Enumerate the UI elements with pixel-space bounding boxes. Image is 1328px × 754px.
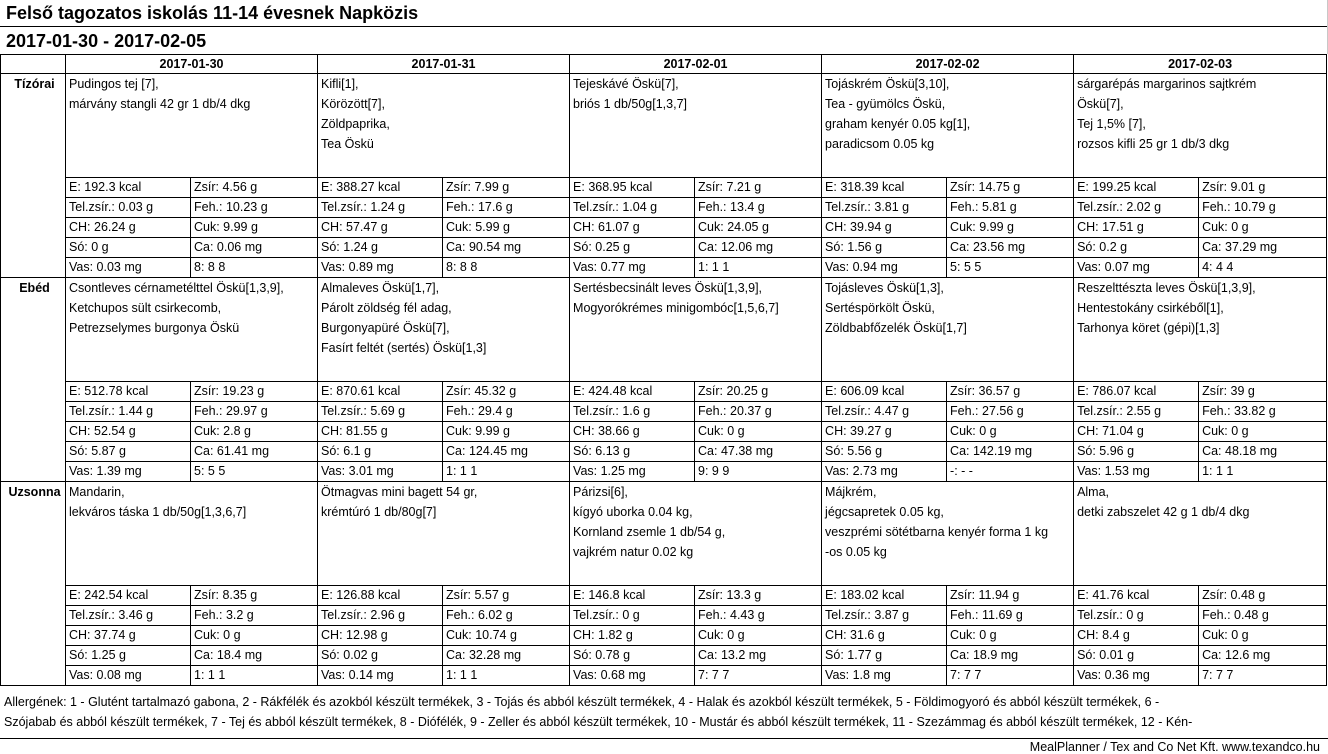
nutrient-cell: E: 512.78 kcal <box>66 382 191 402</box>
nutrient-cell: Ca: 18.4 mg <box>191 646 318 666</box>
date-range: 2017-01-30 - 2017-02-05 <box>6 31 207 51</box>
nutrient-cell: CH: 8.4 g <box>1074 626 1199 646</box>
dish-line: Tojásleves Öskü[1,3], <box>825 281 944 295</box>
allergen-line: Szójabab és abból készült termékek, 7 - Tej és abból készült termékek, 8 - Diófélék, 9 - Zeller és abból készült termékek, 10 - Mustár és abból készült termékek, 11 - Szezámmag és abból készült termékek, 12 - Kén- <box>4 715 1193 729</box>
nutrient-cell: Cuk: 9.99 g <box>443 422 570 442</box>
dish-line: Reszelttészta leves Öskü[1,3,9], <box>1077 281 1256 295</box>
nutrient-cell: Ca: 124.45 mg <box>443 442 570 462</box>
nutrient-cell: Tel.zsír.: 1.24 g <box>318 198 443 218</box>
date-header: 2017-02-02 <box>822 55 1074 74</box>
nutrient-cell: Feh.: 27.56 g <box>947 402 1074 422</box>
nutrient-cell: Feh.: 20.37 g <box>695 402 822 422</box>
dish-line: Öskü[7], <box>1077 97 1124 111</box>
nutrient-cell: Feh.: 29.97 g <box>191 402 318 422</box>
nutrient-cell: Tel.zsír.: 0.03 g <box>66 198 191 218</box>
nutrient-cell: Cuk: 9.99 g <box>191 218 318 238</box>
dish-line: Tea - gyümölcs Öskü, <box>825 97 946 111</box>
dish-cell <box>822 74 1074 178</box>
nutrient-cell: Ca: 23.56 mg <box>947 238 1074 258</box>
nutrient-cell: Ca: 61.41 mg <box>191 442 318 462</box>
dish-cell <box>66 278 318 382</box>
nutrient-cell: 8: 8 8 <box>191 258 318 278</box>
date-header-row <box>1 55 1327 74</box>
nutrient-cell: Só: 5.96 g <box>1074 442 1199 462</box>
dish-row <box>1 74 1327 178</box>
nutrient-cell: Feh.: 0.48 g <box>1199 606 1327 626</box>
date-header: 2017-01-31 <box>318 55 570 74</box>
nutrient-cell: Vas: 0.89 mg <box>318 258 443 278</box>
nutrient-cell: CH: 37.74 g <box>66 626 191 646</box>
nutrient-cell: Feh.: 5.81 g <box>947 198 1074 218</box>
dish-cell <box>570 482 822 586</box>
dish-cell <box>570 278 822 382</box>
nutrient-cell: Cuk: 0 g <box>947 626 1074 646</box>
dish-line: Fasírt feltét (sertés) Öskü[1,3] <box>321 341 487 355</box>
nutrient-cell: Zsír: 36.57 g <box>947 382 1074 402</box>
dish-line: Tarhonya köret (gépi)[1,3] <box>1077 321 1220 335</box>
nutrient-cell: Ca: 47.38 mg <box>695 442 822 462</box>
date-header: 2017-02-01 <box>570 55 822 74</box>
nutrient-cell: -: - - <box>947 462 1074 482</box>
nutrient-cell: E: 388.27 kcal <box>318 178 443 198</box>
dish-cell <box>318 278 570 382</box>
nutrient-cell: Só: 0.01 g <box>1074 646 1199 666</box>
nutrient-cell: 1: 1 1 <box>443 666 570 686</box>
nutrient-cell: E: 368.95 kcal <box>570 178 695 198</box>
nutrient-cell: Só: 0.78 g <box>570 646 695 666</box>
nutrient-cell: Zsír: 7.21 g <box>695 178 822 198</box>
nutrient-row <box>1 666 1327 686</box>
nutrient-cell: Zsír: 13.3 g <box>695 586 822 606</box>
meal-label: Ebéd <box>1 278 66 482</box>
nutrient-cell: Cuk: 0 g <box>947 422 1074 442</box>
nutrient-cell: CH: 1.82 g <box>570 626 695 646</box>
date-header: 2017-01-30 <box>66 55 318 74</box>
dish-line: veszprémi sötétbarna kenyér forma 1 kg <box>825 525 1049 539</box>
nutrient-cell: Zsír: 4.56 g <box>191 178 318 198</box>
nutrient-cell: Vas: 0.07 mg <box>1074 258 1199 278</box>
dish-line: Csontleves cérnametélttel Öskü[1,3,9], <box>69 281 284 295</box>
nutrient-cell: CH: 57.47 g <box>318 218 443 238</box>
dish-cell <box>1074 74 1327 178</box>
nutrient-cell: CH: 26.24 g <box>66 218 191 238</box>
dish-cell <box>66 74 318 178</box>
nutrient-cell: 1: 1 1 <box>1199 462 1327 482</box>
nutrient-cell: CH: 38.66 g <box>570 422 695 442</box>
nutrient-cell: Cuk: 5.99 g <box>443 218 570 238</box>
nutrient-row <box>1 462 1327 482</box>
dish-line: Burgonyapüré Öskü[7], <box>321 321 450 335</box>
nutrient-cell: Tel.zsír.: 0 g <box>1074 606 1199 626</box>
nutrient-cell: Zsír: 14.75 g <box>947 178 1074 198</box>
dish-row <box>1 278 1327 382</box>
date-header: 2017-02-03 <box>1074 55 1327 74</box>
dish-cell <box>822 278 1074 382</box>
dish-line: Tojáskrém Öskü[3,10], <box>825 77 950 91</box>
nutrient-cell: Só: 1.25 g <box>66 646 191 666</box>
corner-cell <box>1 55 66 74</box>
nutrient-cell: Ca: 13.2 mg <box>695 646 822 666</box>
nutrient-cell: 9: 9 9 <box>695 462 822 482</box>
dish-line: Kornland zsemle 1 db/54 g, <box>573 525 726 539</box>
dish-line: Zöldbabfőzelék Öskü[1,7] <box>825 321 967 335</box>
nutrient-cell: E: 126.88 kcal <box>318 586 443 606</box>
nutrient-cell: Cuk: 0 g <box>1199 422 1327 442</box>
nutrient-row <box>1 402 1327 422</box>
dish-line: Almaleves Öskü[1,7], <box>321 281 440 295</box>
nutrient-cell: Ca: 90.54 mg <box>443 238 570 258</box>
dish-cell <box>1074 278 1327 382</box>
dish-line: Hentestokány csirkéből[1], <box>1077 301 1224 315</box>
nutrient-cell: Feh.: 33.82 g <box>1199 402 1327 422</box>
nutrient-cell: E: 786.07 kcal <box>1074 382 1199 402</box>
nutrient-cell: Só: 0.02 g <box>318 646 443 666</box>
nutrient-cell: Tel.zsír.: 5.69 g <box>318 402 443 422</box>
nutrient-cell: 1: 1 1 <box>191 666 318 686</box>
nutrient-cell: E: 870.61 kcal <box>318 382 443 402</box>
nutrient-cell: CH: 71.04 g <box>1074 422 1199 442</box>
nutrient-cell: Só: 0.25 g <box>570 238 695 258</box>
nutrient-cell: CH: 12.98 g <box>318 626 443 646</box>
dish-line: lekváros táska 1 db/50g[1,3,6,7] <box>69 505 247 519</box>
nutrient-cell: E: 41.76 kcal <box>1074 586 1199 606</box>
nutrient-cell: Só: 5.56 g <box>822 442 947 462</box>
dish-line: Petrezselymes burgonya Öskü <box>69 321 240 335</box>
menu-body <box>1 74 1327 686</box>
nutrient-cell: Ca: 0.06 mg <box>191 238 318 258</box>
page-title: Felső tagozatos iskolás 11-14 évesnek Napközis <box>6 3 419 23</box>
nutrient-cell: Tel.zsír.: 2.55 g <box>1074 402 1199 422</box>
nutrient-cell: Vas: 1.25 mg <box>570 462 695 482</box>
nutrient-cell: Tel.zsír.: 1.44 g <box>66 402 191 422</box>
nutrient-cell: Vas: 0.77 mg <box>570 258 695 278</box>
nutrient-cell: Zsír: 20.25 g <box>695 382 822 402</box>
nutrient-cell: CH: 52.54 g <box>66 422 191 442</box>
title-divider <box>0 26 1328 27</box>
nutrient-cell: Só: 1.24 g <box>318 238 443 258</box>
nutrient-cell: Vas: 0.68 mg <box>570 666 695 686</box>
nutrient-row <box>1 646 1327 666</box>
nutrient-cell: Só: 1.56 g <box>822 238 947 258</box>
nutrient-cell: Só: 6.13 g <box>570 442 695 462</box>
dish-line: detki zabszelet 42 g 1 db/4 dkg <box>1077 505 1250 519</box>
nutrient-cell: Zsír: 5.57 g <box>443 586 570 606</box>
dish-line: Alma, <box>1077 485 1110 499</box>
nutrient-row <box>1 442 1327 462</box>
dish-line: Párolt zöldség fél adag, <box>321 301 452 315</box>
dish-line: Zöldpaprika, <box>321 117 390 131</box>
dish-line: briós 1 db/50g[1,3,7] <box>573 97 688 111</box>
nutrient-cell: Só: 0 g <box>66 238 191 258</box>
nutrient-cell: Vas: 0.94 mg <box>822 258 947 278</box>
nutrient-row <box>1 178 1327 198</box>
dish-line: Párizsi[6], <box>573 485 628 499</box>
nutrient-row <box>1 258 1327 278</box>
nutrient-cell: 1: 1 1 <box>443 462 570 482</box>
menu-grid <box>0 54 1328 700</box>
dish-line: rozsos kifli 25 gr 1 db/3 dkg <box>1077 137 1230 151</box>
dish-line: jégcsapretek 0.05 kg, <box>825 505 944 519</box>
nutrient-cell: E: 146.8 kcal <box>570 586 695 606</box>
nutrient-cell: 8: 8 8 <box>443 258 570 278</box>
dish-line: márvány stangli 42 gr 1 db/4 dkg <box>69 97 251 111</box>
nutrient-row <box>1 422 1327 442</box>
dish-line: Tej 1,5% [7], <box>1077 117 1146 131</box>
nutrient-cell: Vas: 0.14 mg <box>318 666 443 686</box>
nutrient-cell: 7: 7 7 <box>695 666 822 686</box>
nutrient-cell: Tel.zsír.: 4.47 g <box>822 402 947 422</box>
nutrient-cell: E: 192.3 kcal <box>66 178 191 198</box>
nutrient-cell: Ca: 18.9 mg <box>947 646 1074 666</box>
footer-credit: MealPlanner / Tex and Co Net Kft. www.texandco.hu <box>1029 740 1320 754</box>
dish-line: paradicsom 0.05 kg <box>825 137 935 151</box>
menu-table <box>0 54 1327 686</box>
nutrient-cell: CH: 31.6 g <box>822 626 947 646</box>
dish-line: sárgarépás margarinos sajtkrém <box>1077 77 1257 91</box>
dish-line: Tea Öskü <box>321 137 374 151</box>
nutrient-cell: Zsír: 8.35 g <box>191 586 318 606</box>
nutrient-cell: Zsír: 19.23 g <box>191 382 318 402</box>
nutrient-cell: Cuk: 0 g <box>191 626 318 646</box>
nutrient-cell: Vas: 1.8 mg <box>822 666 947 686</box>
nutrient-cell: E: 242.54 kcal <box>66 586 191 606</box>
nutrient-cell: E: 424.48 kcal <box>570 382 695 402</box>
nutrient-cell: Cuk: 0 g <box>1199 218 1327 238</box>
dish-cell <box>570 74 822 178</box>
nutrient-row <box>1 238 1327 258</box>
nutrient-cell: Feh.: 4.43 g <box>695 606 822 626</box>
nutrient-cell: Ca: 12.6 mg <box>1199 646 1327 666</box>
dish-line: krémtúró 1 db/80g[7] <box>321 505 437 519</box>
nutrient-cell: Feh.: 6.02 g <box>443 606 570 626</box>
nutrient-cell: Ca: 142.19 mg <box>947 442 1074 462</box>
dish-line: Körözött[7], <box>321 97 385 111</box>
dish-line: Mandarin, <box>69 485 125 499</box>
dish-line: Sertésbecsinált leves Öskü[1,3,9], <box>573 281 763 295</box>
nutrient-cell: Tel.zsír.: 3.81 g <box>822 198 947 218</box>
nutrient-cell: Ca: 32.28 mg <box>443 646 570 666</box>
nutrient-cell: Tel.zsír.: 2.96 g <box>318 606 443 626</box>
dish-line: Pudingos tej [7], <box>69 77 159 91</box>
nutrient-cell: Zsír: 11.94 g <box>947 586 1074 606</box>
nutrient-cell: Tel.zsír.: 1.04 g <box>570 198 695 218</box>
nutrient-row <box>1 382 1327 402</box>
dish-cell <box>1074 482 1327 586</box>
meal-label: Tízórai <box>1 74 66 278</box>
dish-cell <box>822 482 1074 586</box>
dish-line: kígyó uborka 0.04 kg, <box>573 505 693 519</box>
nutrient-cell: Zsír: 39 g <box>1199 382 1327 402</box>
nutrient-cell: Feh.: 3.2 g <box>191 606 318 626</box>
nutrient-cell: Cuk: 24.05 g <box>695 218 822 238</box>
nutrient-cell: Só: 6.1 g <box>318 442 443 462</box>
nutrient-cell: CH: 39.27 g <box>822 422 947 442</box>
nutrient-cell: E: 606.09 kcal <box>822 382 947 402</box>
nutrient-cell: Feh.: 10.23 g <box>191 198 318 218</box>
nutrient-cell: CH: 61.07 g <box>570 218 695 238</box>
dish-line: graham kenyér 0.05 kg[1], <box>825 117 971 131</box>
nutrient-row <box>1 586 1327 606</box>
nutrient-cell: Tel.zsír.: 3.46 g <box>66 606 191 626</box>
dish-line: Ötmagvas mini bagett 54 gr, <box>321 485 478 499</box>
nutrient-cell: Feh.: 17.6 g <box>443 198 570 218</box>
nutrient-cell: Só: 0.2 g <box>1074 238 1199 258</box>
nutrient-cell: Ca: 37.29 mg <box>1199 238 1327 258</box>
nutrient-cell: Ca: 12.06 mg <box>695 238 822 258</box>
nutrient-cell: Cuk: 0 g <box>695 422 822 442</box>
nutrient-row <box>1 198 1327 218</box>
nutrient-cell: Tel.zsír.: 0 g <box>570 606 695 626</box>
nutrient-row <box>1 218 1327 238</box>
dish-line: vajkrém natur 0.02 kg <box>573 545 694 559</box>
nutrient-cell: Zsír: 45.32 g <box>443 382 570 402</box>
nutrient-cell: Feh.: 29.4 g <box>443 402 570 422</box>
nutrient-cell: CH: 39.94 g <box>822 218 947 238</box>
dish-line: Kifli[1], <box>321 77 359 91</box>
footer-divider <box>0 738 1328 739</box>
dish-line: Májkrém, <box>825 485 877 499</box>
nutrient-cell: Feh.: 11.69 g <box>947 606 1074 626</box>
allergen-line: Allergének: 1 - Glutént tartalmazó gabona, 2 - Rákfélék és azokból készült termékek, 3 - Tojás és abból készült termékek, 4 - Halak és azokból készült termékek, 5 - Földimogyoró és abból készült termékek, 6 - <box>4 695 1160 709</box>
nutrient-cell: Feh.: 13.4 g <box>695 198 822 218</box>
nutrient-cell: Zsír: 0.48 g <box>1199 586 1327 606</box>
nutrient-cell: Só: 5.87 g <box>66 442 191 462</box>
meal-label: Uzsonna <box>1 482 66 686</box>
nutrient-row <box>1 626 1327 646</box>
nutrient-cell: CH: 17.51 g <box>1074 218 1199 238</box>
dish-row <box>1 482 1327 586</box>
dish-cell <box>318 74 570 178</box>
dish-line: -os 0.05 kg <box>825 545 887 559</box>
nutrient-cell: Zsír: 9.01 g <box>1199 178 1327 198</box>
nutrient-cell: 7: 7 7 <box>1199 666 1327 686</box>
dish-cell <box>318 482 570 586</box>
nutrient-cell: Vas: 0.08 mg <box>66 666 191 686</box>
nutrient-cell: Cuk: 0 g <box>695 626 822 646</box>
nutrient-cell: E: 183.02 kcal <box>822 586 947 606</box>
nutrient-cell: Cuk: 0 g <box>1199 626 1327 646</box>
nutrient-cell: Cuk: 9.99 g <box>947 218 1074 238</box>
nutrient-cell: Vas: 1.39 mg <box>66 462 191 482</box>
nutrient-cell: Cuk: 10.74 g <box>443 626 570 646</box>
nutrient-cell: 4: 4 4 <box>1199 258 1327 278</box>
nutrient-cell: 5: 5 5 <box>947 258 1074 278</box>
nutrient-cell: Feh.: 10.79 g <box>1199 198 1327 218</box>
nutrient-cell: Tel.zsír.: 3.87 g <box>822 606 947 626</box>
nutrient-cell: 1: 1 1 <box>695 258 822 278</box>
nutrient-cell: 5: 5 5 <box>191 462 318 482</box>
nutrient-cell: CH: 81.55 g <box>318 422 443 442</box>
nutrient-cell: Vas: 1.53 mg <box>1074 462 1199 482</box>
nutrient-cell: Cuk: 2.8 g <box>191 422 318 442</box>
nutrient-cell: E: 199.25 kcal <box>1074 178 1199 198</box>
nutrient-cell: Vas: 0.36 mg <box>1074 666 1199 686</box>
dish-line: Sertéspörkölt Öskü, <box>825 301 935 315</box>
nutrient-cell: Vas: 2.73 mg <box>822 462 947 482</box>
nutrient-cell: E: 318.39 kcal <box>822 178 947 198</box>
allergen-legend <box>4 692 1326 732</box>
dish-line: Tejeskávé Öskü[7], <box>573 77 679 91</box>
nutrient-row <box>1 606 1327 626</box>
nutrient-cell: Só: 1.77 g <box>822 646 947 666</box>
nutrient-cell: Tel.zsír.: 2.02 g <box>1074 198 1199 218</box>
nutrient-cell: Zsír: 7.99 g <box>443 178 570 198</box>
nutrient-cell: Vas: 0.03 mg <box>66 258 191 278</box>
nutrient-cell: Ca: 48.18 mg <box>1199 442 1327 462</box>
nutrient-cell: Tel.zsír.: 1.6 g <box>570 402 695 422</box>
dish-cell <box>66 482 318 586</box>
dish-line: Mogyorókrémes minigombóc[1,5,6,7] <box>573 301 779 315</box>
nutrient-cell: Vas: 3.01 mg <box>318 462 443 482</box>
dish-line: Ketchupos sült csirkecomb, <box>69 301 222 315</box>
nutrient-cell: 7: 7 7 <box>947 666 1074 686</box>
